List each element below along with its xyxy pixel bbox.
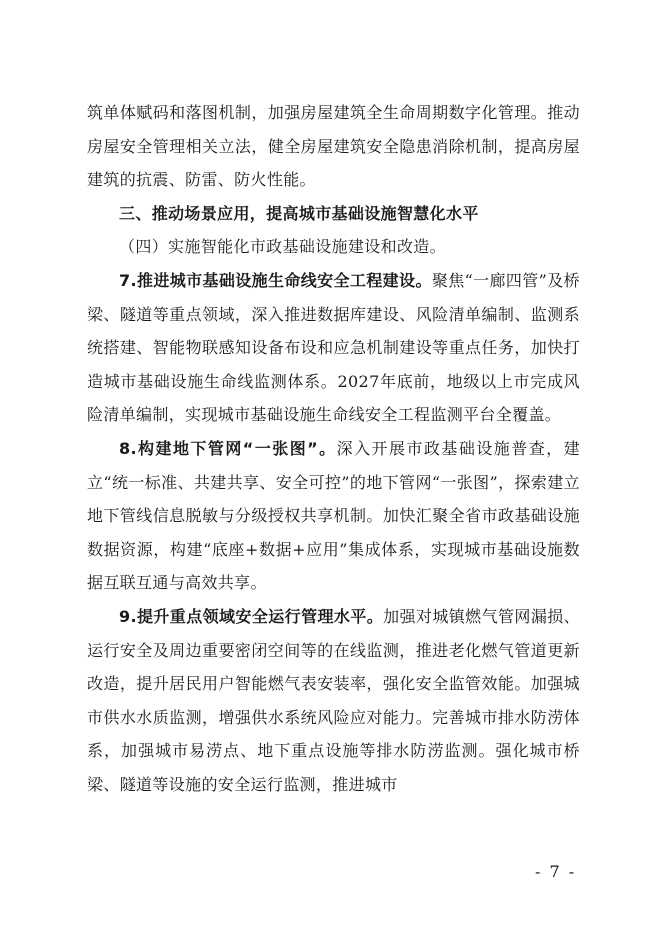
- item-lead-7: 7.推进城市基础设施生命线安全工程建设。: [119, 270, 432, 290]
- item-paragraph-8: [87, 432, 580, 600]
- page-number: - 7 -: [535, 862, 577, 881]
- item-text-8: 深入开展市政基础设施普查，建立“统一标准、共建共享、安全可控”的地下管网“一张图”，探索建立地下管线信息脱敏与分级授权共享机制。加快汇聚全省市政基础设施数据资源，构建“底座+数据+应用”集成体系，实现城市基础设施数据互联互通与高效共享。: [87, 438, 580, 593]
- item-paragraph-9: [87, 600, 580, 802]
- continued-paragraph: 筑单体赋码和落图机制，加强房屋建筑全生命周期数字化管理。推动房屋安全管理相关立法，健全房屋建筑安全隐患消除机制，提高房屋建筑的抗震、防雷、防火性能。: [87, 103, 580, 190]
- item-paragraph-7: [87, 264, 580, 432]
- document-body: [87, 96, 580, 801]
- item-text-9: 加强对城镇燃气管网漏损、运行安全及周边重要密闭空间等的在线监测，推进老化燃气管道更新改造，提升居民用户智能燃气表安装率，强化安全监管效能。加强城市供水水质监测，增强供水系统风险应对能力。完善城市排水防涝体系，加强城市易涝点、地下重点设施等排水防涝监测。强化城市桥梁、隧道等设施的安全运行监测，推进城市: [87, 606, 580, 794]
- item-lead-8: 8.构建地下管网“一张图”。: [119, 438, 337, 458]
- section-heading: 三、推动场景应用，提高城市基础设施智慧化水平: [119, 203, 479, 223]
- item-lead-9: 9.提升重点领域安全运行管理水平。: [119, 606, 384, 626]
- subsection-heading: （四）实施智能化市政基础设施建设和改造。: [119, 237, 447, 257]
- item-text-7: 聚焦“一廊四管”及桥梁、隧道等重点领域，深入推进数据库建设、风险清单编制、监测系统搭建、智能物联感知设备布设和应急机制建设等重点任务，加快打造城市基础设施生命线监测体系。2027年底前，地级以上市完成风险清单编制，实现城市基础设施生命线安全工程监测平台全覆盖。: [87, 270, 580, 425]
